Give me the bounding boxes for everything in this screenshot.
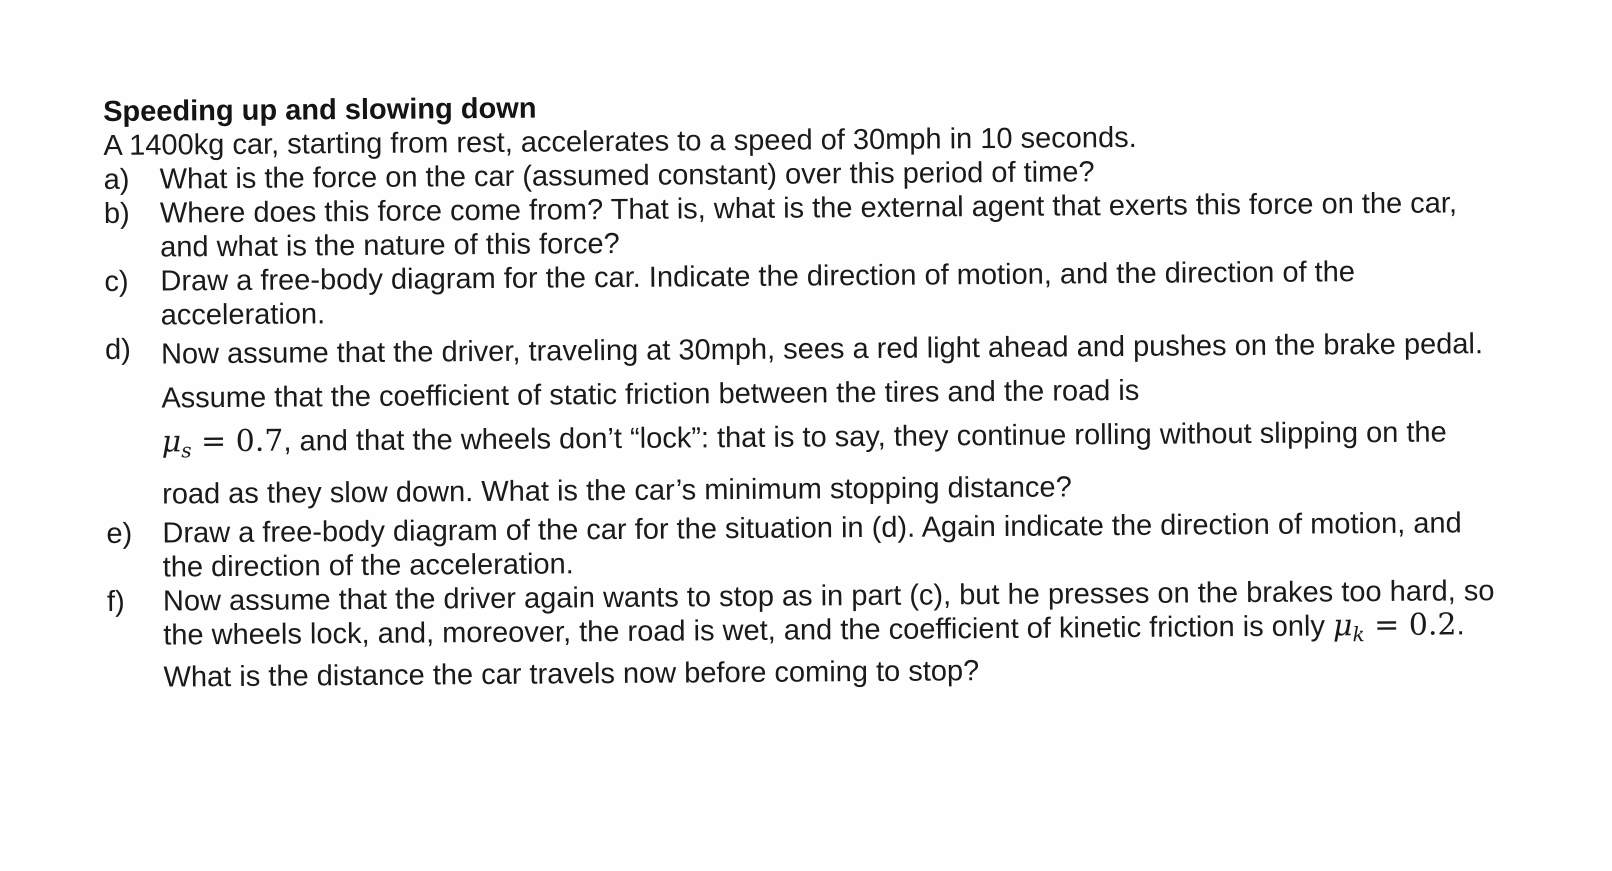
question-d-text [161, 322, 1506, 517]
mu-s-value: = 0.7 [191, 423, 284, 460]
question-f [107, 574, 1508, 695]
question-f-text [163, 574, 1508, 695]
problem-title: Speeding up and slowing down [103, 92, 537, 128]
question-a-letter: a) [103, 163, 130, 196]
question-c-text: Draw a free-body diagram for the car. Indicate the direction of motion, and the direction of the acceleration. [160, 256, 1356, 332]
mu-k-value: = 0.2 [1364, 607, 1457, 644]
question-b-letter: b) [103, 197, 130, 230]
question-e-text: Draw a free-body diagram of the car for the situation in (d). Again indicate the direction of motion, and the direction of the acceleration. [162, 507, 1462, 584]
mu-subscript-s: s [181, 438, 192, 463]
question-c [104, 254, 1504, 333]
question-d-letter: d) [104, 333, 131, 366]
question-a-text: What is the force on the car (assumed constant) over this period of time? [159, 156, 1095, 196]
question-f-letter: f) [106, 585, 125, 618]
problem-block [103, 84, 1508, 695]
question-f-text-before: Now assume that the driver again wants to stop as in part (c), but he presses on the brakes too hard, so the wheels lock, and, moreover, the road is wet, and the coefficient of kinetic friction is only [162, 575, 1495, 652]
question-d-text-after: , and that the wheels don’t “lock”: that is to say, they continue rolling without slipping on the road as they slow down. What is the car’s minimum stopping distance? [162, 416, 1447, 511]
mu-symbol: μ [1332, 608, 1353, 644]
question-d [105, 322, 1506, 517]
question-b [104, 186, 1504, 265]
question-d-text-before: Now assume that the driver, traveling at 30mph, sees a red light ahead and pushes on the brake pedal. Assume that the coefficient of static friction between the tires and the road is [160, 328, 1484, 415]
mu-k-equation [1332, 607, 1457, 647]
question-f-text-after: . What is the distance the car travels now before coming to stop? [163, 609, 1465, 694]
mu-symbol: μ [161, 424, 182, 460]
question-e [106, 506, 1506, 585]
question-e-letter: e) [106, 517, 133, 550]
problem-intro: A 1400kg car, starting from rest, accelerates to a speed of 30mph in 10 seconds. [103, 121, 1137, 162]
question-c-letter: c) [104, 265, 129, 298]
question-list [104, 152, 1508, 695]
mu-subscript-k: k [1352, 622, 1365, 647]
mu-s-equation [161, 423, 284, 463]
question-b-text: Where does this force come from? That is, what is the external agent that exerts this force on the car, and what is the nature of this force? [159, 187, 1458, 264]
